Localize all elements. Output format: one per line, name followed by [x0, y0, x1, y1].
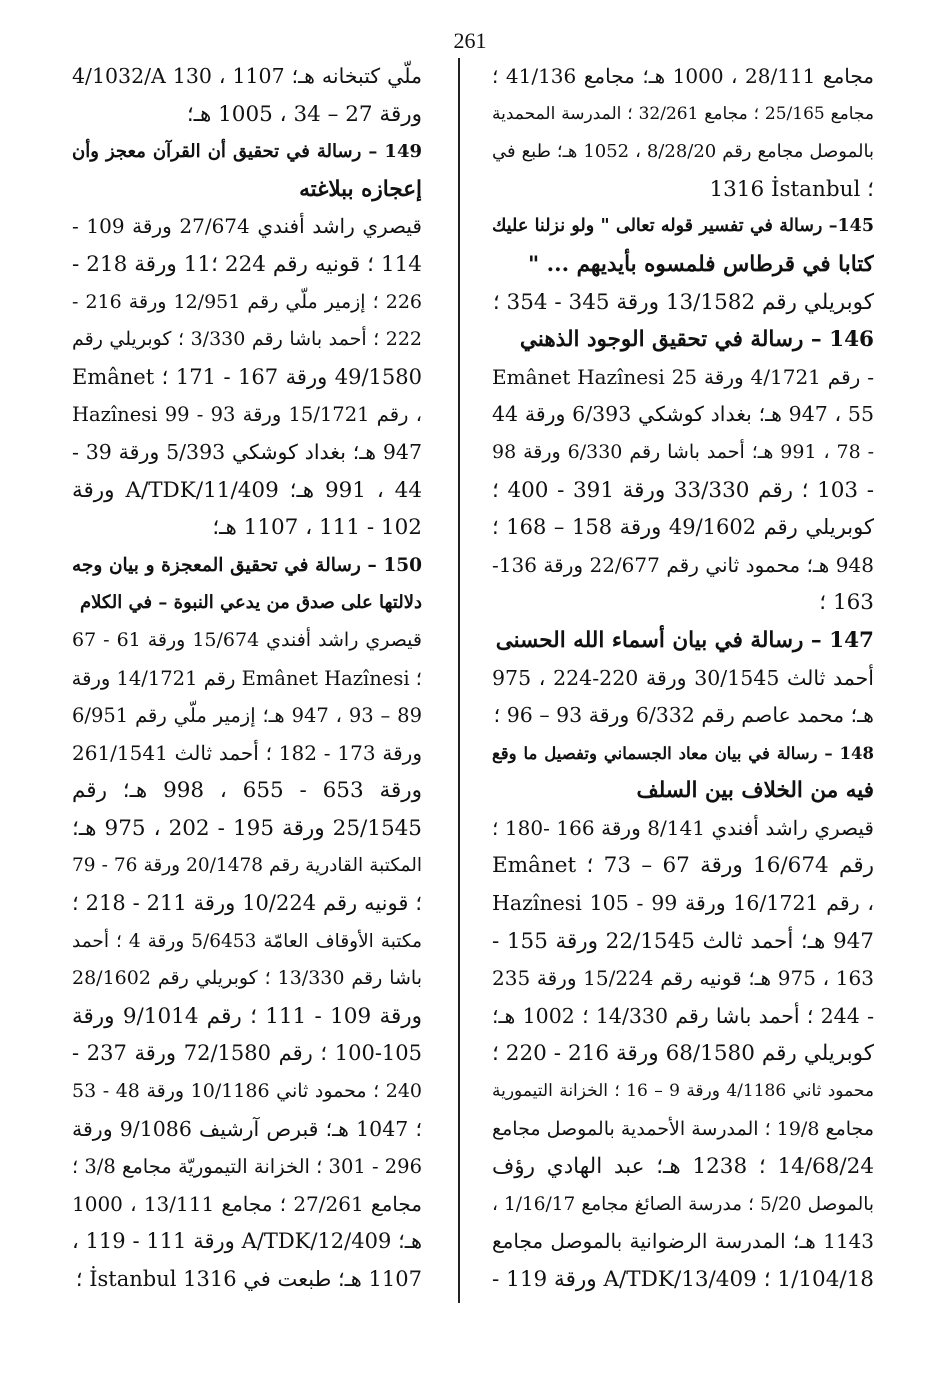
text-line: 1107 هـ؛ طبعت في 1316 İstanbul ؛ — [75, 1267, 422, 1291]
text-line: مجامع 28/111 ، 1000 هـ؛ مجامع 41/136 ؛ — [492, 64, 874, 88]
text-line: - 103 ؛ رقم 33/330 ورقة 391 - 400 ؛ — [492, 477, 874, 503]
text-line: بالموصل 5/20 ؛ مدرسة الصائغ مجامع 1/16/17 ، — [492, 1193, 874, 1215]
text-line: Hazînesi رقم 15/1721 ورقة 93 - 99 ، — [72, 403, 422, 427]
text-line: قيصري راشد أفندي 27/674 ورقة 109 - — [72, 214, 422, 239]
text-line: مجامع 25/165 ؛ مجامع 32/261 ؛ المدرسة المحمدية — [492, 103, 874, 124]
text-line: محمود ثاني 4/1186 ورقة 9 – 16 ؛ الخزانة التيمورية — [492, 1081, 874, 1102]
text-line: باشا رقم 13/330 ؛ كوبريلي رقم 28/1602 — [72, 967, 422, 990]
text-line: مجامع 19/8 ؛ المدرسة الأحمدية بالموصل مجامع — [492, 1117, 874, 1140]
text-line: قيصري راشد أفندي 8/141 ورقة 166 -180 ؛ — [492, 815, 874, 840]
text-line: رقم 16/674 ورقة 67 – 73 ؛ Emânet — [492, 853, 874, 879]
text-line: كوبريلي رقم 49/1602 ورقة 158 – 168 ؛ — [492, 515, 874, 540]
text-line: Hazînesi رقم 16/1721 ورقة 99 - 105 ، — [492, 891, 874, 916]
left-column — [72, 58, 422, 1299]
text-line: 114 ؛ قونيه رقم 224 ؛11 ورقة 218 - — [72, 251, 422, 277]
page-number: 261 — [453, 28, 487, 53]
text-line: 226 ؛ إزمير ملّي رقم 12/951 ورقة 216 - — [72, 290, 422, 313]
text-line: 4/1032/A ملّي كتبخانه هـ؛ 1107 ، 130 — [72, 64, 422, 88]
text-line: مجامع 27/261 ؛ مجامع 13/111 ، 1000 — [72, 1191, 422, 1216]
text-line: 296 - 301 ؛ الخزانة التيموريّة مجامع 3/8 ؛ — [72, 1155, 422, 1179]
text-line: 163 ، 975 هـ؛ قونيه رقم 15/224 ورقة 235 — [492, 966, 874, 991]
text-line: Emânet Hazînesi رقم 4/1721 ورقة 25 - — [492, 364, 874, 389]
text-line: كوبريلي رقم 68/1580 ورقة 216 - 220 ؛ — [492, 1041, 874, 1067]
entry-heading-line: دلالتها على صدق من يدعي النبوة – في الكلام — [79, 592, 422, 614]
text-line: 49/1580 ورقة 167 - 171 ؛ Emânet — [72, 364, 422, 389]
column-divider — [458, 58, 460, 1303]
entry-heading-line: فيه من الخلاف بين السلف — [636, 778, 874, 804]
entry-heading-line: كتابا في قرطاس فلمسوه بأيديهم ... " — [527, 251, 874, 277]
text-line: ؛ Emânet Hazînesi رقم 14/1721 ورقة — [72, 666, 422, 690]
text-line: 102 - 111 ، 1107 هـ؛ — [212, 515, 422, 541]
text-line: 947 هـ؛ أحمد ثالث 22/1545 ورقة 155 - — [492, 928, 874, 954]
text-line: 55 ، 947 هـ؛ بغداد كوشكي 6/393 ورقة 44 — [492, 402, 874, 427]
text-line: المكتبة القادرية رقم 20/1478 ورقة 76 - 79 — [72, 855, 422, 877]
text-line: 240 ؛ محمود ثاني 10/1186 ورقة 48 - 53 — [72, 1080, 422, 1103]
text-line: ورقة 27 – 34 ، 1005 هـ؛ — [186, 101, 422, 127]
right-column — [492, 58, 874, 1299]
text-line: هـ؛ 12/409/A/TDK ورقة 111 - 119 ، — [72, 1229, 422, 1254]
text-line: 100-105 ؛ رقم 72/1580 ورقة 237 - — [72, 1041, 422, 1066]
text-line: 947 هـ؛ بغداد كوشكي 5/393 ورقة 39 - — [72, 439, 422, 464]
entry-heading-line: 150 – رسالة في تحقيق المعجزة و بيان وجه — [72, 554, 422, 576]
entry-heading-line: 149 – رسالة في تحقيق أن القرآن معجز وأن — [72, 141, 422, 163]
text-line: 222 ؛ أحمد باشا رقم 3/330 ؛ كوبريلي رقم — [72, 328, 422, 351]
text-line: 1316 İstanbul ؛ — [709, 176, 874, 202]
text-line: 1143 هـ؛ المدرسة الرضوانية بالموصل مجامع — [492, 1229, 874, 1254]
entry-heading-line: 148 – رسالة في بيان معاد الجسماني وتفصيل ما وقع — [492, 743, 874, 763]
entry-heading-line: 146 – رسالة في تحقيق الوجود الذهني — [519, 327, 874, 353]
text-line: 44 ، 991 هـ؛ 11/409/A/TDK ورقة — [72, 477, 422, 503]
text-line: - 244 ؛ أحمد باشا رقم 14/330 ؛ 1002 هـ؛ — [492, 1003, 874, 1028]
text-line: ورقة 109 - 111 ؛ رقم 9/1014 ورقة — [72, 1003, 422, 1029]
text-line: ورقة 173 - 182 ؛ أحمد ثالث 261/1541 — [72, 740, 422, 765]
text-line: ؛ قونيه رقم 10/224 ورقة 211 - 218 ؛ — [72, 891, 422, 916]
text-line: مكتبة الأوقاف العامّة 5/6453 ورقة 4 ؛ أحمد — [72, 930, 422, 952]
text-line: ورقة 653 - 655 ، 998 هـ؛ رقم — [72, 778, 422, 804]
text-line: 163 ؛ — [819, 590, 874, 616]
entry-heading-line: 147 – رسالة في بيان أسماء الله الحسنى — [495, 627, 874, 653]
entry-heading-line: إعجازه ببلاغته — [299, 176, 422, 202]
text-line: قيصري راشد أفندي 15/674 ورقة 61 - 67 — [72, 628, 422, 651]
text-line: 14/68/24 ؛ 1238 هـ؛ عبد الهادي رؤف — [492, 1154, 874, 1180]
text-line: 89 – 93 ، 947 هـ؛ إزمير ملّي رقم 6/951 — [72, 704, 422, 728]
text-line: بالموصل مجامع رقم 8/28/20 ، 1052 هـ؛ طبع في — [492, 141, 874, 163]
text-line: 25/1545 ورقة 195 - 202 ، 975 هـ؛ — [72, 815, 422, 841]
text-line: ؛ 1047 هـ؛ قبرص آرشيف 9/1086 ورقة — [72, 1116, 422, 1141]
entry-heading-line: 145– رسالة في تفسير قوله تعالى " ولو نزلنا عليك — [492, 216, 874, 237]
text-line: هـ؛ محمد عاصم رقم 6/332 ورقة 93 – 96 ؛ — [493, 703, 874, 728]
text-line: - 78 ، 991 هـ؛ أحمد باشا رقم 6/330 ورقة 98 — [492, 440, 874, 463]
text-line: 948 هـ؛ محمود ثاني رقم 22/677 ورقة 136- — [492, 552, 874, 577]
text-line: أحمد ثالث 30/1545 ورقة 220-224 ، 975 — [492, 665, 874, 690]
text-line: كوبريلي رقم 13/1582 ورقة 345 - 354 ؛ — [492, 289, 874, 315]
text-line: 1/104/18 ؛ 13/409/A/TDK ورقة 119 - — [492, 1267, 874, 1292]
